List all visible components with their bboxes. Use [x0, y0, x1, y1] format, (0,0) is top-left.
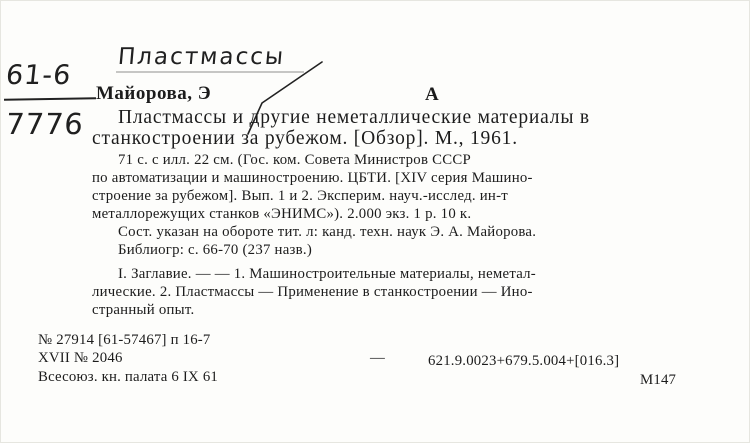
handwritten-shelfmark-top: 61-6 [4, 60, 73, 91]
title-line-2: станкостроении за рубежом. [Обзор]. М., 1961. [92, 128, 518, 149]
footer-chamber: Всесоюз. кн. палата 6 IX 61 [38, 369, 219, 385]
note-line-2: Библиогр: с. 66-70 (237 назв.) [118, 242, 313, 258]
handwritten-underline [4, 97, 96, 101]
description-line-1: 71 с. с илл. 22 см. (Гос. ком. Совета Министров СССР [118, 152, 471, 168]
footer-number: XVII № 2046 [38, 350, 123, 366]
tracing-line-1: I. Заглавие. — — 1. Машиностроительные материалы, неметал- [118, 266, 536, 282]
tracing-line-3: странный опыт. [92, 302, 195, 318]
handwritten-subject-heading: Пластмассы [116, 44, 287, 70]
title-line-1: Пластмассы и другие неметаллические материалы в [118, 107, 590, 128]
card-code: М147 [640, 372, 677, 388]
tracing-line-2: лические. 2. Пластмассы — Применение в станкостроении — Ино- [92, 284, 533, 300]
udc-classification: 621.9.0023+679.5.004+[016.3] [428, 353, 620, 369]
description-line-2: по автоматизации и машиностроению. ЦБТИ. [XIV серия Машино- [92, 170, 533, 186]
footer-dash: — [370, 350, 385, 366]
author-heading: Майорова, Э [96, 83, 212, 104]
footer-registration: № 27914 [61-57467] п 16-7 [38, 332, 211, 348]
description-line-4: металлорежущих станков «ЭНИМС»). 2.000 экз. 1 р. 10 к. [92, 206, 472, 222]
filing-letter: А [425, 84, 439, 105]
handwritten-shelfmark-bottom: 7776 [4, 107, 86, 141]
description-line-3: строение за рубежом]. Вып. 1 и 2. Эксперим. науч.-исслед. ин-т [92, 188, 508, 204]
note-line-1: Сост. указан на обороте тит. л: канд. техн. наук Э. А. Майорова. [118, 224, 537, 240]
